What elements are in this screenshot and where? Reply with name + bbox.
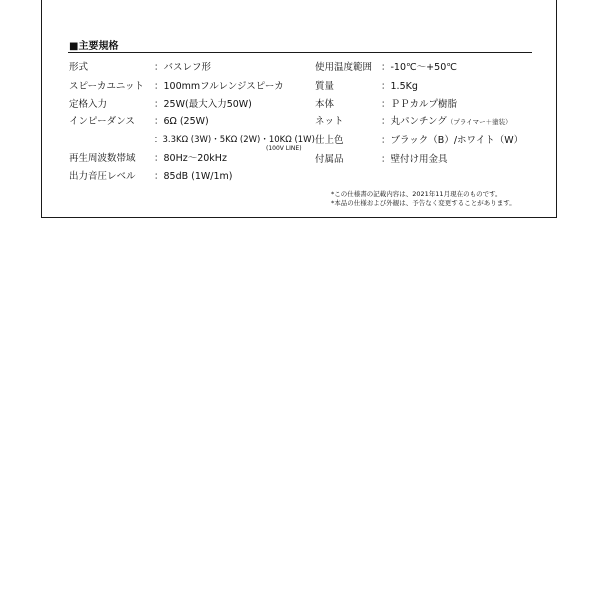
section-title: ■主要規格 bbox=[69, 41, 119, 52]
spec-value: ：壁付け用金具 bbox=[381, 154, 448, 165]
spec-value: ：6Ω (25W) bbox=[154, 116, 209, 127]
spec-label: 形式 bbox=[69, 62, 89, 73]
spec-label: 仕上色 bbox=[315, 135, 344, 146]
spec-label: 本体 bbox=[315, 99, 335, 110]
spec-value: ：1.5Kg bbox=[381, 81, 418, 92]
spec-label: 質量 bbox=[315, 81, 335, 92]
footnotes bbox=[331, 190, 516, 208]
spec-label: 定格入力 bbox=[69, 99, 108, 110]
spec-label: ネット bbox=[315, 116, 344, 127]
spec-value: ：80Hz～20kHz bbox=[154, 153, 227, 164]
footnote: *この仕様書の記載内容は、2021年11月現在のものです。 bbox=[331, 190, 502, 198]
spec-label: 再生周波数帯域 bbox=[69, 153, 136, 164]
spec-value: ：3.3KΩ (3W)・5KΩ (2W)・10KΩ (1W) bbox=[154, 135, 315, 145]
spec-value bbox=[381, 116, 512, 128]
line-note: (100V LINE) bbox=[266, 145, 302, 152]
spec-label: インピーダンス bbox=[69, 116, 135, 127]
footnote: *本品の仕様および外観は、予告なく変更することがあります。 bbox=[331, 199, 516, 207]
spec-value: ：バスレフ形 bbox=[154, 62, 212, 73]
spec-value-note: （プライマー＋塗装） bbox=[446, 118, 512, 126]
spec-label: 付属品 bbox=[315, 154, 344, 165]
spec-value: ：85dB (1W/1m) bbox=[154, 171, 233, 182]
spec-value: ：-10℃～+50℃ bbox=[381, 62, 457, 73]
spec-value: ：ブラック（B）/ホワイト（W） bbox=[381, 135, 524, 146]
spec-label: スピーカユニット bbox=[69, 81, 145, 92]
spec-value: ：ＰＰカルプ樹脂 bbox=[381, 99, 458, 110]
spec-value-text: ：丸パンチング bbox=[381, 116, 447, 127]
spec-label: 使用温度範囲 bbox=[315, 62, 373, 73]
spec-label: 出力音圧レベル bbox=[69, 171, 136, 182]
spec-box bbox=[41, 0, 557, 218]
spec-value: ：100mmフルレンジスピーカ bbox=[154, 81, 284, 92]
title-underline bbox=[68, 52, 532, 53]
spec-value: ：25W(最大入力50W) bbox=[154, 99, 252, 110]
